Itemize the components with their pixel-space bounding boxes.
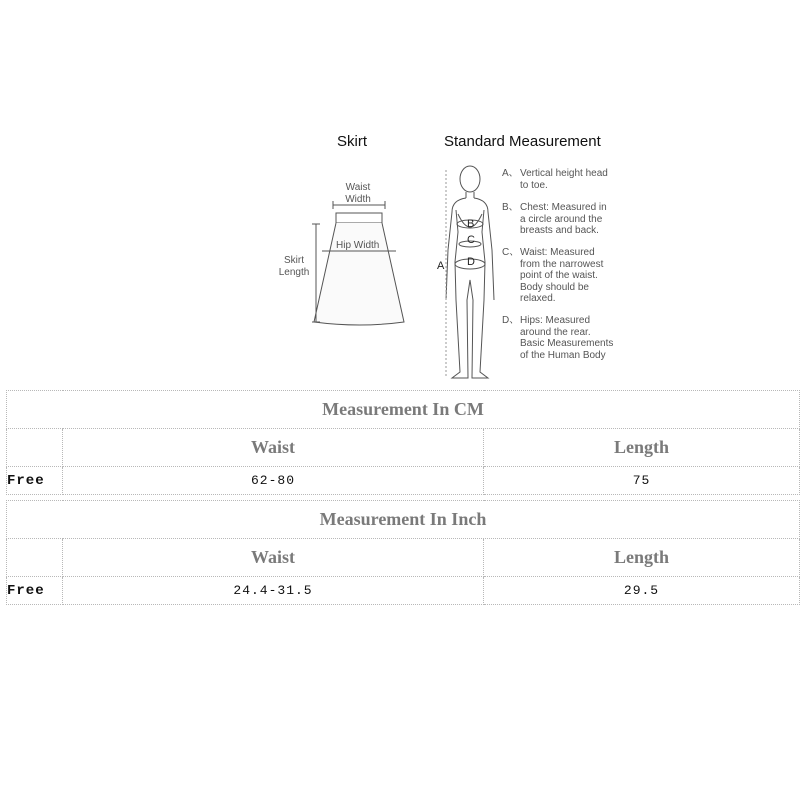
table-row (7, 577, 800, 605)
inch-corner-cell (7, 539, 63, 577)
cm-waist-value: 62-80 (63, 467, 484, 495)
letter-a: A (437, 260, 445, 272)
inch-length-value: 29.5 (484, 577, 800, 605)
inch-row-label: Free (7, 577, 63, 605)
inch-col-waist: Waist (63, 539, 484, 577)
standard-measurement-title: Standard Measurement (444, 133, 601, 150)
size-diagram (0, 0, 800, 390)
note-a: A、 Vertical height head to toe. (502, 168, 608, 191)
cm-size-table (6, 390, 800, 495)
skirt-length-label: Skirt Length (278, 255, 310, 278)
inch-table-title: Measurement In Inch (7, 501, 800, 539)
note-b: B、 Chest: Measured in a circle around the breasts and back. (502, 202, 607, 236)
figure-head (460, 166, 480, 192)
body-figure (446, 166, 494, 378)
cm-corner-cell (7, 429, 63, 467)
hip-width-label: Hip Width (336, 240, 380, 251)
skirt-body (314, 223, 404, 325)
note-c: C、 Waist: Measured from the narrowest point of the waist. Body should be relaxed. (502, 247, 604, 304)
inch-waist-value: 24.4-31.5 (63, 577, 484, 605)
cm-col-length: Length (484, 429, 800, 467)
letter-c: C (467, 234, 475, 246)
cm-row-label: Free (7, 467, 63, 495)
cm-col-waist: Waist (63, 429, 484, 467)
inch-col-length: Length (484, 539, 800, 577)
skirt-title: Skirt (337, 133, 367, 150)
figure-arms (446, 198, 494, 300)
table-row (7, 467, 800, 495)
inch-size-table (6, 500, 800, 605)
letter-d: D (467, 256, 475, 268)
cm-table-title: Measurement In CM (7, 391, 800, 429)
waist-width-label: Waist Width (345, 182, 371, 205)
skirt-illustration (312, 201, 404, 325)
diagram-drawing (0, 0, 800, 390)
skirt-waistband (336, 213, 382, 223)
letter-b: B (467, 218, 475, 230)
note-d: D、 Hips: Measured around the rear. Basic Measurements of the Human Body (502, 315, 614, 361)
cm-length-value: 75 (484, 467, 800, 495)
